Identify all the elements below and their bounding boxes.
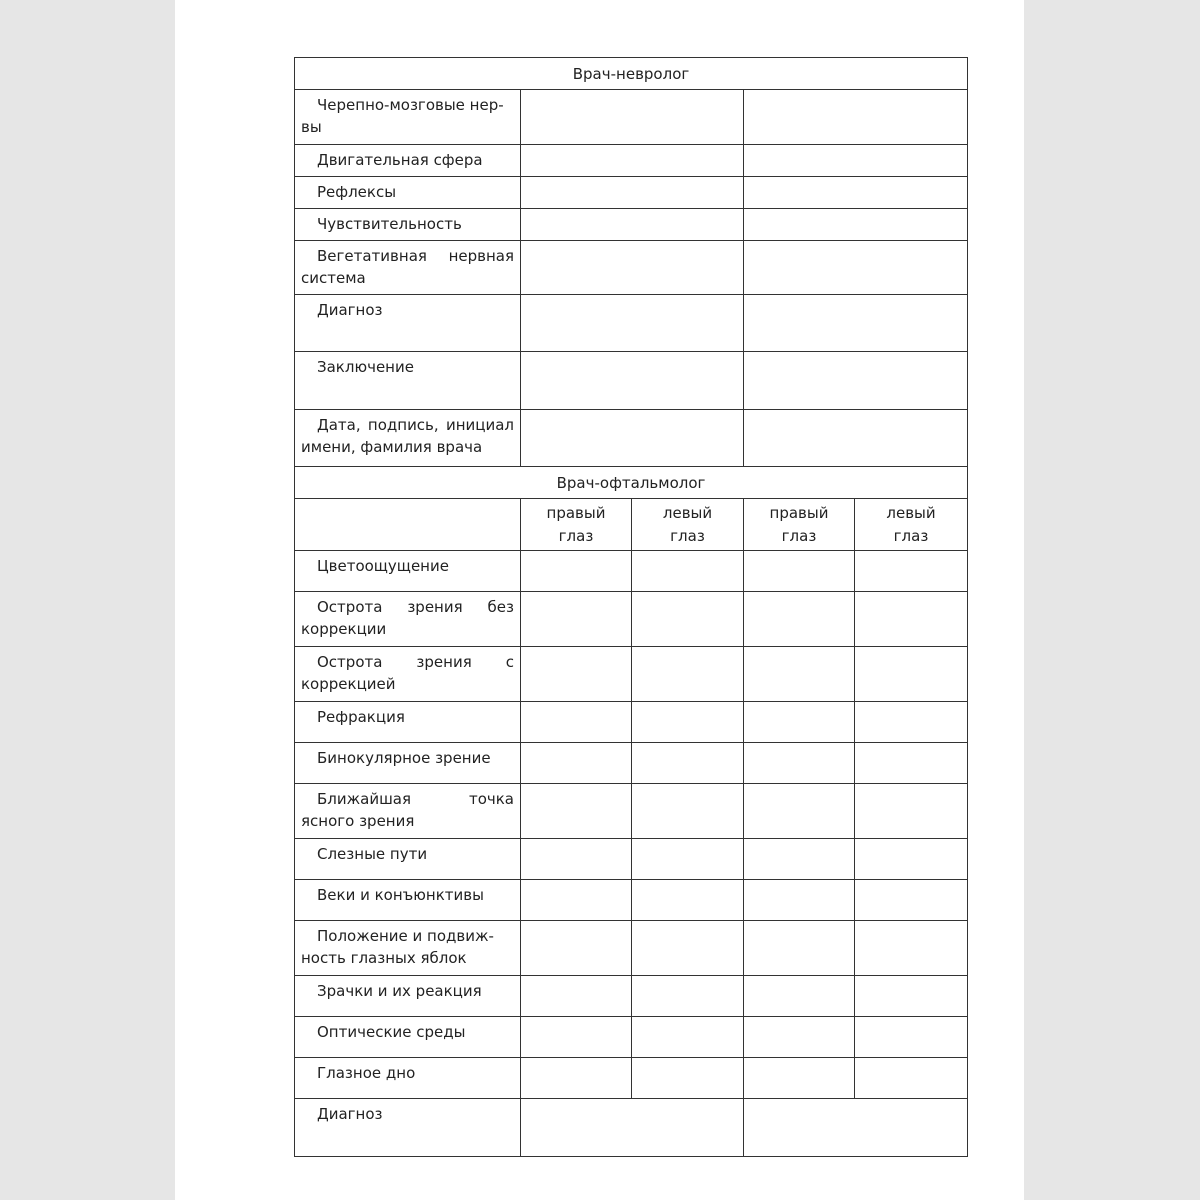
ophthalmologist-title: Врач-офтальмолог bbox=[295, 467, 968, 499]
table-row bbox=[295, 592, 968, 647]
result-cell[interactable] bbox=[521, 921, 632, 976]
result-cell[interactable] bbox=[744, 647, 855, 702]
table-row bbox=[295, 1058, 968, 1099]
result-cell[interactable] bbox=[521, 410, 744, 467]
result-cell[interactable] bbox=[855, 784, 968, 839]
row-label: Зрачки и их реакция bbox=[295, 976, 521, 1017]
result-cell[interactable] bbox=[744, 592, 855, 647]
table-row bbox=[295, 1099, 968, 1157]
row-label: Дата, подпись, инициал имени, фамилия врача bbox=[295, 410, 521, 467]
row-label: Цветоощущение bbox=[295, 551, 521, 592]
section-header-row bbox=[295, 467, 968, 499]
result-cell[interactable] bbox=[521, 352, 744, 410]
result-cell[interactable] bbox=[855, 702, 968, 743]
result-cell[interactable] bbox=[744, 1017, 855, 1058]
result-cell[interactable] bbox=[521, 880, 632, 921]
result-cell[interactable] bbox=[632, 1058, 744, 1099]
table-row bbox=[295, 209, 968, 241]
result-cell[interactable] bbox=[744, 976, 855, 1017]
table-row bbox=[295, 241, 968, 295]
result-cell[interactable] bbox=[632, 880, 744, 921]
eye-header-row bbox=[295, 499, 968, 551]
result-cell[interactable] bbox=[744, 145, 968, 177]
row-label: Двигательная сфера bbox=[295, 145, 521, 177]
eye-header-right: правый глаз bbox=[521, 499, 632, 551]
result-cell[interactable] bbox=[521, 551, 632, 592]
result-cell[interactable] bbox=[744, 839, 855, 880]
result-cell[interactable] bbox=[521, 177, 744, 209]
result-cell[interactable] bbox=[521, 295, 744, 352]
result-cell[interactable] bbox=[744, 295, 968, 352]
table-row bbox=[295, 1017, 968, 1058]
eye-header-left: левый глаз bbox=[855, 499, 968, 551]
table-row bbox=[295, 784, 968, 839]
result-cell[interactable] bbox=[855, 976, 968, 1017]
row-label: Острота зрения с коррекцией bbox=[295, 647, 521, 702]
table-row bbox=[295, 743, 968, 784]
table-row bbox=[295, 410, 968, 467]
result-cell[interactable] bbox=[521, 1058, 632, 1099]
table-row bbox=[295, 702, 968, 743]
table-row bbox=[295, 839, 968, 880]
table-row bbox=[295, 551, 968, 592]
eye-header-left: левый глаз bbox=[632, 499, 744, 551]
medical-exam-form bbox=[294, 57, 968, 1157]
result-cell[interactable] bbox=[521, 145, 744, 177]
result-cell[interactable] bbox=[744, 551, 855, 592]
section-header-row bbox=[295, 58, 968, 90]
row-label: Ближайшая точка ясного зрения bbox=[295, 784, 521, 839]
row-label: Положение и подвиж- ность глазных яблок bbox=[295, 921, 521, 976]
result-cell[interactable] bbox=[744, 410, 968, 467]
result-cell[interactable] bbox=[521, 592, 632, 647]
result-cell[interactable] bbox=[632, 1017, 744, 1058]
result-cell[interactable] bbox=[521, 209, 744, 241]
result-cell[interactable] bbox=[855, 743, 968, 784]
result-cell[interactable] bbox=[521, 784, 632, 839]
result-cell[interactable] bbox=[632, 743, 744, 784]
result-cell[interactable] bbox=[855, 647, 968, 702]
table-row bbox=[295, 295, 968, 352]
neurologist-title: Врач-невролог bbox=[295, 58, 968, 90]
row-label: Черепно-мозговые нер- вы bbox=[295, 90, 521, 145]
result-cell[interactable] bbox=[521, 1017, 632, 1058]
result-cell[interactable] bbox=[855, 921, 968, 976]
result-cell[interactable] bbox=[632, 921, 744, 976]
result-cell[interactable] bbox=[521, 976, 632, 1017]
result-cell[interactable] bbox=[744, 352, 968, 410]
result-cell[interactable] bbox=[521, 839, 632, 880]
row-label: Оптические среды bbox=[295, 1017, 521, 1058]
row-label: Заключение bbox=[295, 352, 521, 410]
result-cell[interactable] bbox=[632, 592, 744, 647]
table-row bbox=[295, 177, 968, 209]
result-cell[interactable] bbox=[744, 784, 855, 839]
result-cell[interactable] bbox=[855, 1017, 968, 1058]
table-row bbox=[295, 352, 968, 410]
row-label: Рефлексы bbox=[295, 177, 521, 209]
row-label: Бинокулярное зрение bbox=[295, 743, 521, 784]
table-row bbox=[295, 976, 968, 1017]
result-cell[interactable] bbox=[632, 976, 744, 1017]
result-cell[interactable] bbox=[855, 592, 968, 647]
result-cell[interactable] bbox=[744, 880, 855, 921]
result-cell[interactable] bbox=[855, 1058, 968, 1099]
row-label: Вегетативная нервная система bbox=[295, 241, 521, 295]
result-cell[interactable] bbox=[744, 702, 855, 743]
result-cell[interactable] bbox=[521, 90, 744, 145]
result-cell[interactable] bbox=[632, 551, 744, 592]
row-label: Веки и конъюнктивы bbox=[295, 880, 521, 921]
result-cell[interactable] bbox=[855, 551, 968, 592]
row-label: Слезные пути bbox=[295, 839, 521, 880]
result-cell[interactable] bbox=[744, 1058, 855, 1099]
empty-header-cell bbox=[295, 499, 521, 551]
result-cell[interactable] bbox=[521, 743, 632, 784]
result-cell[interactable] bbox=[632, 784, 744, 839]
result-cell[interactable] bbox=[744, 1099, 968, 1157]
table-row bbox=[295, 880, 968, 921]
result-cell[interactable] bbox=[632, 839, 744, 880]
row-label: Глазное дно bbox=[295, 1058, 521, 1099]
result-cell[interactable] bbox=[521, 1099, 744, 1157]
result-cell[interactable] bbox=[855, 839, 968, 880]
result-cell[interactable] bbox=[744, 743, 855, 784]
result-cell[interactable] bbox=[521, 702, 632, 743]
table-row bbox=[295, 921, 968, 976]
result-cell[interactable] bbox=[521, 241, 744, 295]
result-cell[interactable] bbox=[632, 647, 744, 702]
row-label: Рефракция bbox=[295, 702, 521, 743]
result-cell[interactable] bbox=[744, 209, 968, 241]
row-label: Чувствительность bbox=[295, 209, 521, 241]
document-page bbox=[175, 0, 1024, 1200]
result-cell[interactable] bbox=[744, 921, 855, 976]
row-label: Диагноз bbox=[295, 1099, 521, 1157]
result-cell[interactable] bbox=[855, 880, 968, 921]
result-cell[interactable] bbox=[632, 702, 744, 743]
table-row bbox=[295, 145, 968, 177]
eye-header-right: правый глаз bbox=[744, 499, 855, 551]
result-cell[interactable] bbox=[521, 647, 632, 702]
result-cell[interactable] bbox=[744, 90, 968, 145]
result-cell[interactable] bbox=[744, 177, 968, 209]
result-cell[interactable] bbox=[744, 241, 968, 295]
row-label: Острота зрения без коррекции bbox=[295, 592, 521, 647]
row-label: Диагноз bbox=[295, 295, 521, 352]
table-row bbox=[295, 90, 968, 145]
table-row bbox=[295, 647, 968, 702]
